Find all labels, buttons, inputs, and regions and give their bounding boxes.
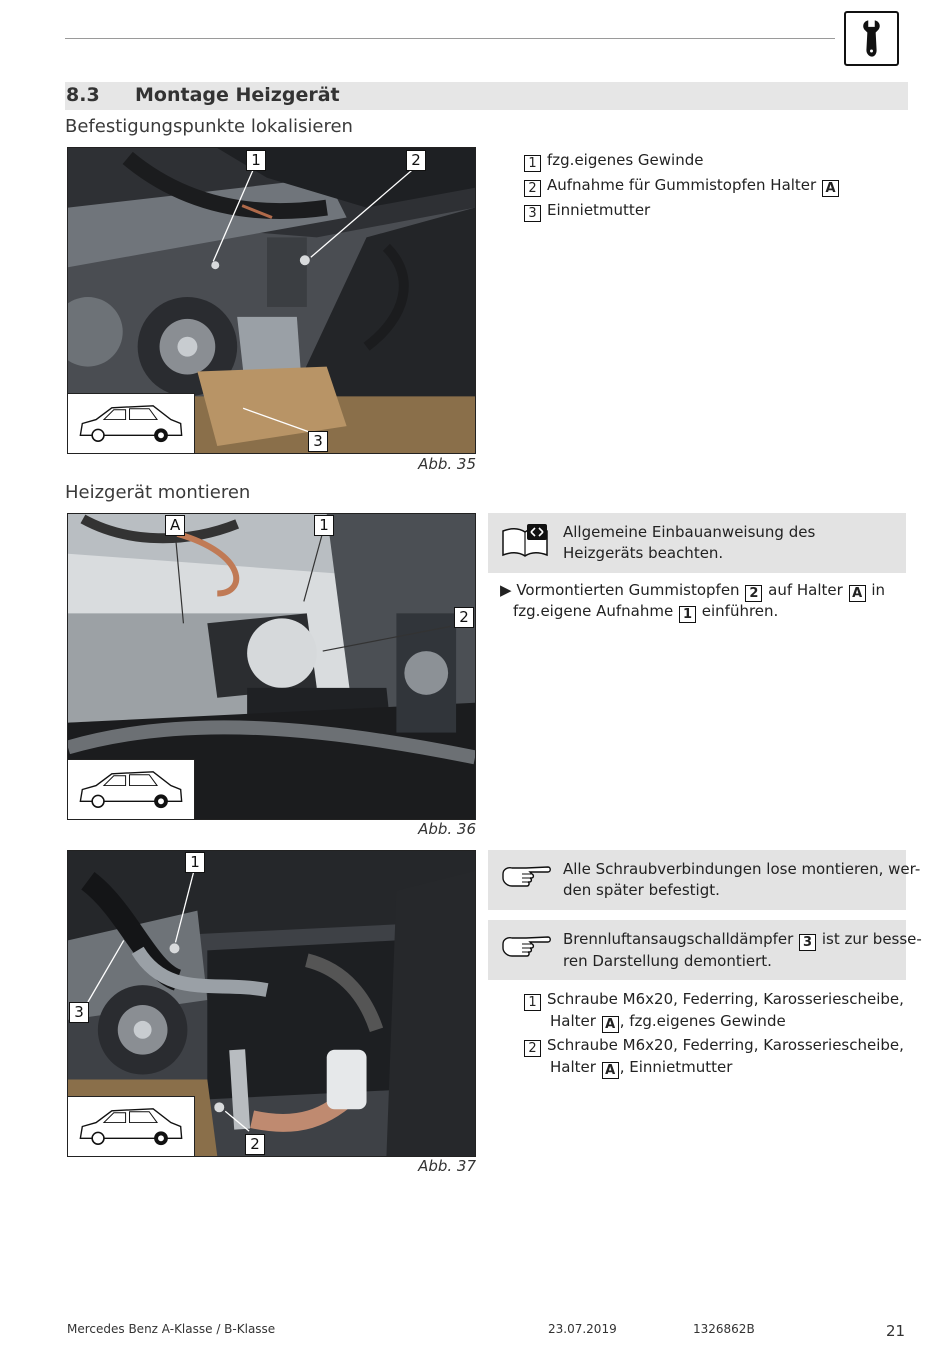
figure-37-photo	[67, 850, 476, 1157]
legend-number: 1	[524, 155, 541, 172]
pointing-hand-icon	[500, 860, 552, 896]
step-line-1	[500, 580, 885, 602]
note-fragment: Brennluftansaugschalldämpfer	[563, 930, 794, 948]
legend-text: Halter	[550, 1012, 596, 1030]
footer-date: 23.07.2019	[548, 1322, 617, 1336]
legend-text: Schraube M6x20, Federring, Karosseriescheibe,	[547, 1036, 904, 1054]
footer-doc-number: 1326862B	[693, 1322, 755, 1336]
legend-item	[524, 1035, 904, 1079]
subheading-locate: Befestigungspunkte lokalisieren	[65, 116, 353, 137]
legend-number: 3	[524, 205, 541, 222]
note-text	[563, 859, 921, 901]
manual-icon	[500, 523, 550, 565]
figure-35-legend	[524, 148, 904, 228]
callout-3: 3	[69, 1002, 89, 1023]
legend-item	[524, 198, 650, 223]
legend-text: Schraube M6x20, Federring, Karosseriescheibe,	[547, 990, 904, 1008]
note-line: ren Darstellung demontiert.	[563, 952, 772, 970]
legend-number: 2	[524, 1040, 541, 1057]
legend-item	[524, 989, 904, 1033]
callout-2: 2	[245, 1134, 265, 1155]
step-text: Vormontierten Gummistopfen	[516, 581, 740, 599]
reference-box: 2	[745, 585, 762, 602]
legend-item	[524, 173, 840, 198]
legend-text: , fzg.eigenes Gewinde	[619, 1012, 786, 1030]
subheading-mount: Heizgerät montieren	[65, 482, 251, 503]
bullet-triangle-icon: ▶	[500, 581, 512, 599]
legend-text: Einnietmutter	[547, 201, 651, 219]
figure-37-caption: Abb. 37	[418, 1157, 476, 1175]
figure-35-photo	[67, 147, 476, 454]
callout-1: 1	[185, 852, 205, 873]
reference-box: 3	[799, 934, 816, 951]
vehicle-location-inset	[68, 1096, 195, 1156]
legend-number: 2	[524, 180, 541, 197]
wrench-icon	[844, 11, 899, 66]
figure-36-caption: Abb. 36	[418, 820, 476, 838]
reference-box: 1	[679, 606, 696, 623]
legend-text: Aufnahme für Gummistopfen Halter	[547, 176, 817, 194]
header-rule	[65, 38, 835, 39]
note-line	[563, 929, 922, 951]
reference-box: A	[822, 180, 839, 197]
legend-text: fzg.eigenes Gewinde	[547, 151, 704, 169]
step-text: auf Halter	[768, 581, 843, 599]
vehicle-location-inset	[68, 393, 195, 453]
callout-2: 2	[406, 150, 426, 171]
step-text: einführen.	[701, 602, 779, 620]
step-line-2	[513, 601, 778, 623]
note-text	[563, 929, 922, 972]
note-text: Allgemeine Einbauanweisung des Heizgeräts beachten.	[563, 523, 816, 562]
reference-box: A	[602, 1062, 619, 1079]
reference-box: A	[602, 1016, 619, 1033]
figure-35-caption: Abb. 35	[418, 455, 476, 473]
note-fragment: ist zur besse-	[821, 930, 922, 948]
pointing-hand-icon	[500, 930, 552, 966]
figure-37-legend	[524, 989, 904, 1081]
callout-A: A	[165, 515, 185, 536]
legend-item	[524, 148, 703, 173]
callout-1: 1	[314, 515, 334, 536]
callout-1: 1	[246, 150, 266, 171]
callout-2: 2	[454, 607, 474, 628]
hint-note-loose-mount	[488, 850, 921, 910]
footer-vehicle: Mercedes Benz A-Klasse / B-Klasse	[67, 1322, 276, 1336]
info-note	[488, 513, 906, 573]
vehicle-location-inset	[68, 759, 195, 819]
reference-box: A	[849, 585, 866, 602]
legend-text: Halter	[550, 1058, 596, 1076]
section-title: Montage Heizgerät	[135, 84, 340, 106]
step-text: fzg.eigene Aufnahme	[513, 602, 674, 620]
figure-36-photo	[67, 513, 476, 820]
legend-text: , Einnietmutter	[619, 1058, 733, 1076]
hint-note-silencer	[488, 920, 922, 980]
page-number: 21	[886, 1322, 906, 1340]
callout-3: 3	[308, 431, 328, 452]
legend-number: 1	[524, 994, 541, 1011]
step-text: in	[871, 581, 886, 599]
note-line: Alle Schraubverbindungen lose montieren, wer-	[563, 860, 921, 878]
note-line: den später befestigt.	[563, 881, 720, 899]
section-number: 8.3	[66, 84, 100, 106]
